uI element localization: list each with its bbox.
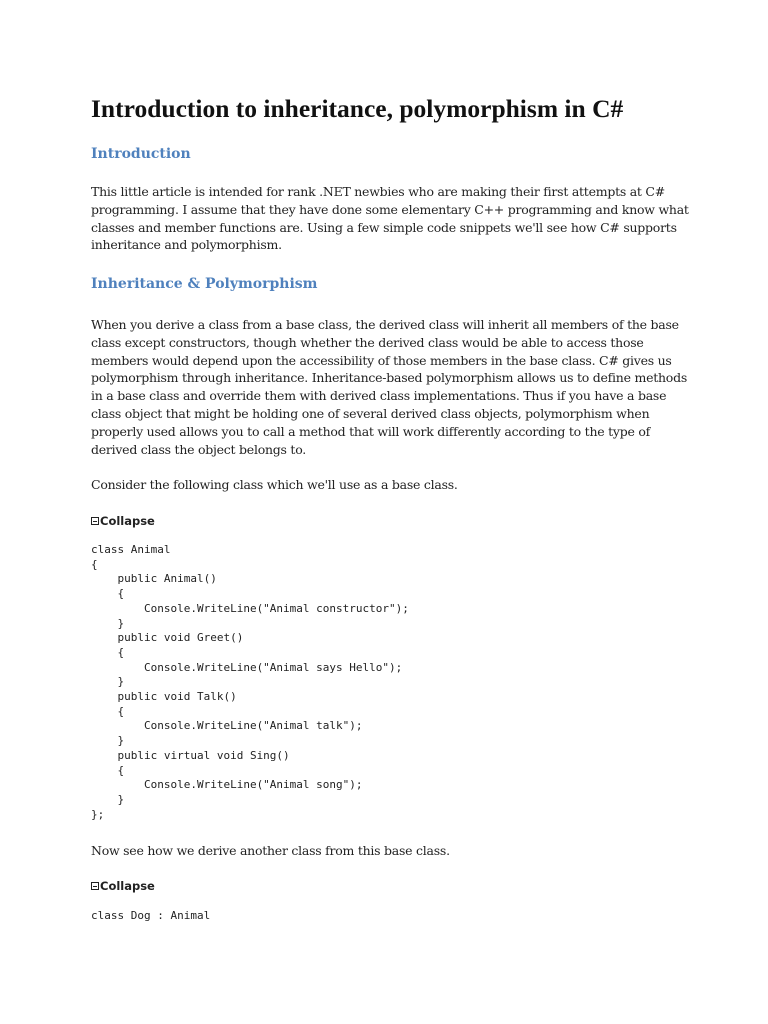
inheritance-paragraph — [91, 316, 687, 458]
collapse-label: Collapse — [100, 514, 155, 528]
collapse-label: Collapse — [100, 879, 155, 893]
inheritance-line-7: properly used allows you to call a method that will work differently according to the type of — [91, 423, 650, 439]
code-block-derived-class: class Dog : Animal — [91, 909, 211, 922]
consider-paragraph: Consider the following class which we'll use as a base class. — [91, 477, 458, 492]
inheritance-line-6: class object that might be holding one of several derived class objects, polymorphism when — [91, 405, 650, 421]
code-block-base-class: class Animal { public Animal() { Console.WriteLine("Animal constructor"); } public void Greet() { Console.WriteLine("Animal says Hello"); } public void Talk() { Console.WriteLine("Animal talk"); } public virtual void Sing() { Console.WriteLine("Animal song"); } }; — [91, 543, 409, 821]
intro-paragraph — [91, 183, 689, 254]
section-heading-inheritance: Inheritance & Polymorphism — [91, 276, 318, 292]
intro-line-3: classes and member functions are. Using a few simple code snippets we'll see how C# supports — [91, 219, 677, 235]
inheritance-line-1: When you derive a class from a base class, the derived class will inherit all members of the base — [91, 317, 679, 332]
inheritance-line-5: in a base class and override them with derived class implementations. Thus if you have a base — [91, 388, 667, 404]
collapse-toggle-derived[interactable] — [91, 879, 155, 893]
collapse-minus-icon — [91, 517, 99, 525]
collapse-minus-icon — [91, 882, 99, 890]
section-heading-introduction: Introduction — [91, 146, 191, 162]
article-title: Introduction to inheritance, polymorphism in C# — [91, 94, 624, 123]
intro-line-4: inheritance and polymorphism. — [91, 237, 282, 253]
inheritance-line-4: polymorphism through inheritance. Inheritance-based polymorphism allows us to define methods — [91, 370, 687, 386]
inheritance-line-8: derived class the object belongs to. — [91, 441, 306, 457]
derive-paragraph: Now see how we derive another class from this base class. — [91, 843, 450, 858]
intro-line-1: This little article is intended for rank .NET newbies who are making their first attempts at C# — [91, 184, 665, 199]
inheritance-line-2: class except constructors, though whether the derived class would be able to access those — [91, 334, 644, 350]
collapse-toggle-base[interactable] — [91, 514, 155, 528]
intro-line-2: programming. I assume that they have done some elementary C++ programming and know what — [91, 201, 689, 217]
inheritance-line-3: members would depend upon the accessibility of those members in the base class. C# gives us — [91, 352, 672, 368]
